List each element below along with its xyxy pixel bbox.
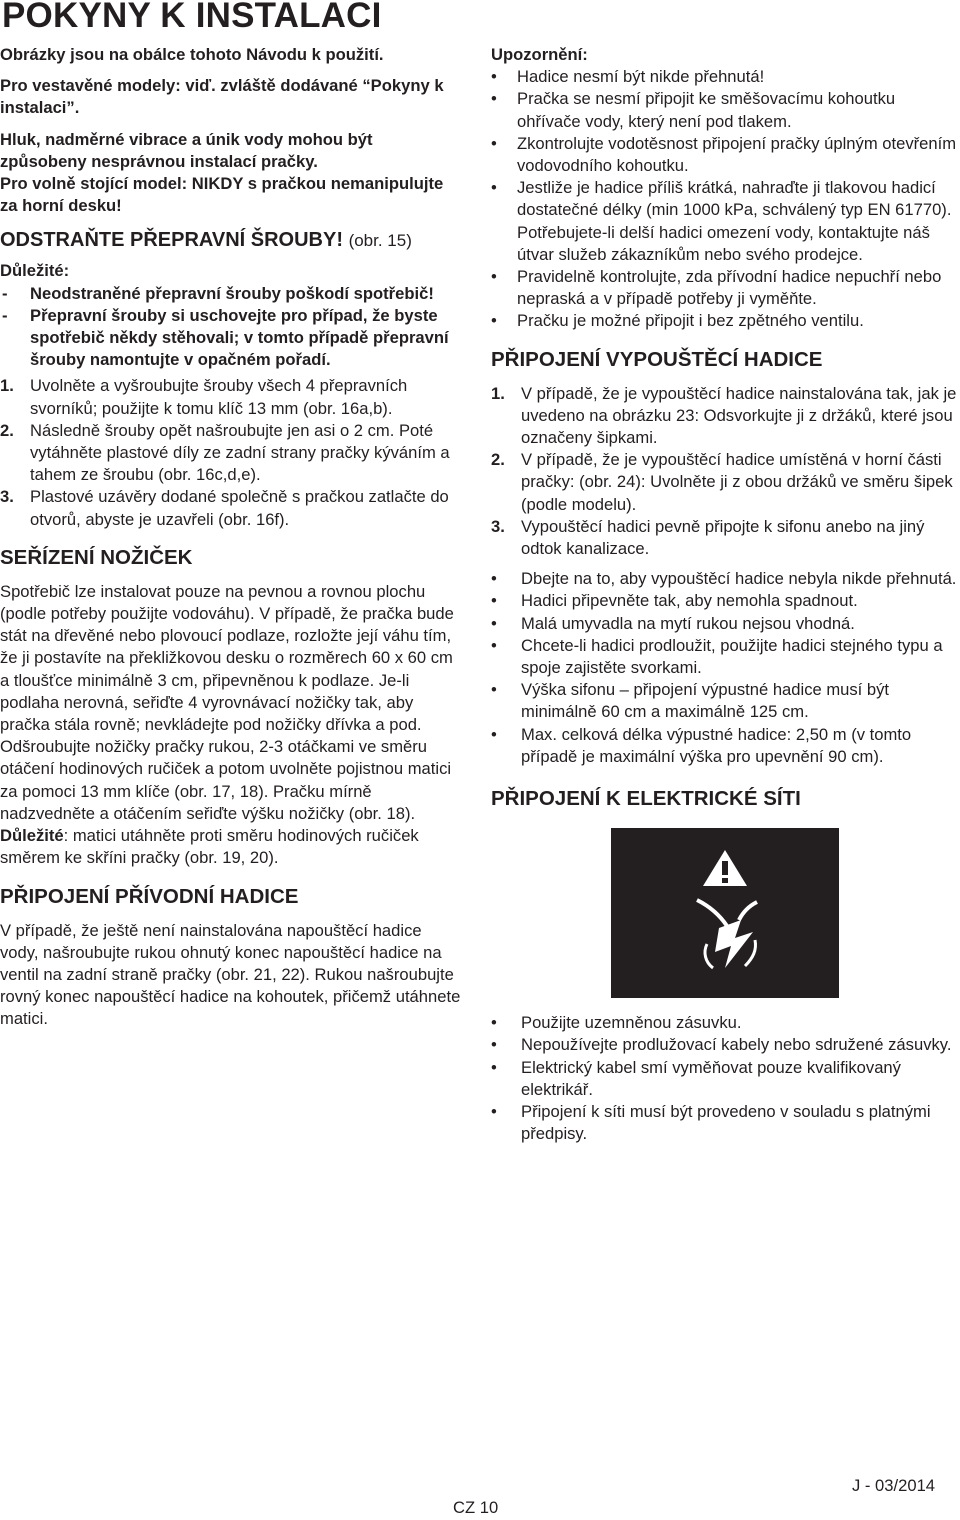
bullet-marker: • [491, 635, 497, 655]
feet-important-text: : matici utáhněte proti směru hodinových ručiček směrem ke skříni pračky (obr. 19, 20). [0, 826, 419, 868]
drain-bullet-item [491, 679, 960, 723]
warning-text: Přepravní šrouby si uschovejte pro případ, že byste spotřebič někdy stěhovali; v tomto případě přepravní šrouby namontujte v opačném pořadí. [30, 305, 449, 370]
step-item [0, 375, 462, 419]
document-code: J - 03/2014 [852, 1476, 936, 1495]
steps-list [0, 375, 462, 530]
caution-item [491, 177, 960, 266]
drain-bullet-text: Výška sifonu – připojení výpustné hadice musí být minimálně 60 cm a maximálně 125 cm. [521, 680, 890, 722]
step-text: Vypouštěcí hadici pevně připojte k sifonu anebo na jiný odtok kanalizace. [521, 516, 925, 559]
bullet-marker: • [491, 311, 497, 331]
bullet-marker: • [491, 613, 497, 633]
caution-text: Pračku je možné připojit i bez zpětného ventilu. [517, 311, 864, 331]
feet-paragraph-3 [0, 825, 462, 869]
step-text: V případě, že je vypouštěcí hadice nainstalována tak, jak je uvedeno na obrázku 23: Odsvorkujte ji z držáků, které jsou označeny šipkami. [521, 383, 957, 448]
step-text: Uvolněte a vyšroubujte šrouby všech 4 přepravních svorníků; použijte k tomu klíč 13 mm (obr. 16a,b). [30, 376, 408, 418]
caution-item [491, 266, 960, 310]
drain-hose-heading: PŘIPOJENÍ VYPOUŠTĚCÍ HADICE [491, 347, 823, 371]
drain-bullet-text: Hadici připevněte tak, aby nemohla spadnout. [521, 591, 858, 611]
electric-bullet-item [491, 1034, 960, 1056]
step-item [0, 486, 462, 530]
drain-bullet-item [491, 724, 960, 768]
intro-freestanding-note: Pro volně stojící model: NIKDY s pračkou nemanipulujte za horní desku! [0, 174, 444, 216]
left-column [0, 44, 462, 1031]
caution-item [491, 88, 960, 132]
drain-bullet-text: Dbejte na to, aby vypouštěcí hadice nebyla nikde přehnutá. [521, 569, 957, 589]
drain-bullet-text: Malá umyvadla na mytí rukou nejsou vhodná. [521, 613, 855, 633]
electric-bullets-list [491, 1012, 960, 1145]
bullet-marker: • [491, 591, 497, 611]
page-title: POKYNY K INSTALACI [2, 0, 382, 35]
electric-heading: PŘIPOJENÍ K ELEKTRICKÉ SÍTI [491, 787, 801, 811]
feet-paragraph-1: Spotřebič lze instalovat pouze na pevnou a rovnou plochu (podle potřeby použijte vodováhu). V případě, že pračka bude stát na dřevěné nebo plovoucí podlaze, rozložte její váhu tím, že ji postavíte na překližkovou desku o rozměrech 60 x 60 cm a tloušťce minimálně 3 cm, připevněnou k podlaze. Je-li podlaha nerovná, seřiďte 4 vyrovnávací nožičky tak, aby pračka stála rovně; nevkládejte pod nožičky dřívka a pod. [0, 581, 454, 735]
caution-item [491, 66, 960, 88]
drain-bullet-item [491, 590, 960, 612]
feet-paragraph-2: Odšroubujte nožičky pračky rukou, 2-3 otáčkami ve směru otáčení hodinových ručiček a potom uvolněte pojistnou matici za pomoci 13 mm klíče (obr. 17, 18). Pračku mírně nadzvedněte a otáčením seřiďte výšku nožičky (obr. 18). [0, 737, 452, 823]
intro-built-in-note: Pro vestavěné modely: viď. zvláště dodávané “Pokyny k instalaci”. [0, 76, 444, 118]
electric-bullet-item [491, 1012, 960, 1034]
bullet-marker: • [491, 1101, 497, 1121]
bullet-marker: • [491, 267, 497, 287]
electric-bullet-text: Připojení k síti musí být provedeno v souladu s platnými předpisy. [521, 1101, 931, 1144]
electric-bullet-item [491, 1101, 960, 1145]
step-number: 3. [491, 516, 505, 536]
right-column [491, 44, 960, 1145]
drain-bullet-text: Chcete-li hadici prodloužit, použijte hadici stejného typu a spoje zajistěte svorkami. [521, 635, 943, 678]
step-text: V případě, že je vypouštěcí hadice umístěná v horní části pračky: (obr. 24): Uvolněte ji z obou držáků ve směru šipek (podle modelu). [521, 450, 953, 514]
remove-bolts-heading-text: ODSTRAŇTE PŘEPRAVNÍ ŠROUBY! [0, 229, 343, 252]
shock-hazard-symbol [611, 828, 839, 998]
step-text: Plastové uzávěry dodané společně s pračkou zatlačte do otvorů, abyste je uzavřeli (obr. 16f). [30, 487, 449, 529]
drain-step-item [491, 383, 960, 450]
caution-list [491, 66, 960, 332]
step-number: 1. [491, 383, 505, 403]
caution-text: Zkontrolujte vodotěsnost připojení pračky úplným otevřením vodovodního kohoutku. [517, 133, 957, 176]
dash-marker: - [2, 305, 8, 325]
bullet-marker: • [491, 1013, 497, 1033]
intro-figures-note: Obrázky jsou na obálce tohoto Návodu k použití. [0, 45, 384, 64]
step-number: 2. [0, 420, 14, 440]
caution-text: Hadice nesmí být nikde přehnutá! [517, 67, 765, 87]
remove-bolts-heading-ref: (obr. 15) [348, 231, 412, 251]
drain-bullet-text: Max. celková délka výpustné hadice: 2,50 m (v tomto případě je maximální výška pro upevnění 90 cm). [521, 724, 912, 766]
step-number: 1. [0, 376, 14, 396]
warning-item [0, 305, 462, 372]
supply-hose-heading: PŘIPOJENÍ PŘÍVODNÍ HADICE [0, 884, 299, 908]
bullet-marker: • [491, 178, 497, 198]
drain-step-item [491, 449, 960, 516]
caution-label: Upozornění: [491, 45, 588, 64]
drain-bullets-list [491, 568, 960, 768]
drain-bullet-item [491, 568, 960, 590]
bullet-marker: • [491, 89, 497, 109]
drain-steps-list [491, 383, 960, 561]
bullet-marker: • [491, 133, 497, 153]
warning-item [0, 283, 462, 305]
intro-noise-note: Hluk, nadměrné vibrace a únik vody mohou být způsobeny nesprávnou instalací pračky. [0, 129, 373, 171]
supply-hose-paragraph: V případě, že ještě není nainstalována napouštěcí hadice vody, našroubujte rukou ohnutý konec napouštěcí hadice na ventil na zadní straně pračky (obr. 21, 22). Rukou našroubujte rovný konec napouštěcí hadice na kohoutek, přičemž utáhnete matici. [0, 920, 461, 1029]
step-number: 3. [0, 487, 14, 507]
step-item [0, 420, 462, 487]
bullet-marker: • [491, 67, 497, 87]
electric-bullet-text: Použijte uzemněnou zásuvku. [521, 1013, 742, 1033]
bullet-marker: • [491, 680, 497, 700]
caution-text: Jestliže je hadice příliš krátká, nahraďte ji tlakovou hadicí dostatečné délky (min 1000 kPa, schválený typ EN 61770). Potřebujete-li delší hadici omezení vody, kontaktujte náš útvar služeb zákazníkům nebo svého prodejce. [517, 178, 952, 264]
electric-shock-warning-icon [611, 828, 839, 998]
warning-text: Neodstraněné přepravní šrouby poškodí spotřebič! [30, 283, 434, 303]
drain-step-item [491, 516, 960, 560]
dash-marker: - [2, 283, 8, 303]
step-text: Následně šrouby opět našroubujte jen asi o 2 cm. Poté vytáhněte plastové díly ze zadní strany pračky kýváním a tahem ze šroubu (obr. 16c,d,e). [30, 420, 450, 485]
feet-heading: SEŘÍZENÍ NOŽIČEK [0, 545, 193, 569]
feet-important-label: Důležité [0, 826, 64, 846]
remove-bolts-heading [0, 227, 462, 254]
bullet-marker: • [491, 724, 497, 744]
bullet-marker: • [491, 569, 497, 589]
electric-bullet-text: Nepoužívejte prodlužovací kabely nebo sdružené zásuvky. [521, 1035, 952, 1055]
page-number: CZ 10 [453, 1498, 499, 1517]
caution-text: Pravidelně kontrolujte, zda přívodní hadice nepuchří nebo nepraská a v případě potřeby ji vyměňte. [517, 267, 942, 309]
drain-bullet-item [491, 613, 960, 635]
electric-bullet-item [491, 1057, 960, 1101]
warnings-list [0, 283, 462, 372]
caution-item [491, 133, 960, 177]
electric-bullet-text: Elektrický kabel smí vyměňovat pouze kvalifikovaný elektrikář. [521, 1057, 901, 1099]
bullet-marker: • [491, 1057, 497, 1077]
important-label: Důležité: [0, 261, 70, 281]
step-number: 2. [491, 450, 505, 470]
caution-item [491, 310, 960, 332]
drain-bullet-item [491, 635, 960, 679]
caution-text: Pračka se nesmí připojit ke směšovacímu kohoutku ohřívače vody, který není pod tlakem. [517, 89, 896, 131]
bullet-marker: • [491, 1035, 497, 1055]
